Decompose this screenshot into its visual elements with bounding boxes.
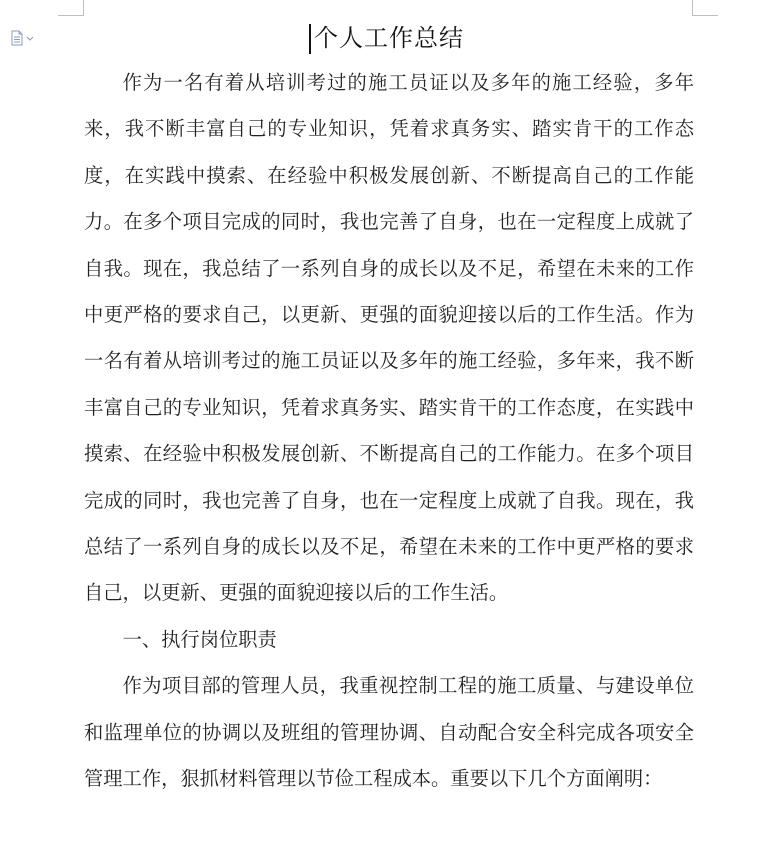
- document-title[interactable]: 个人工作总结: [314, 24, 464, 52]
- crop-mark-top-left-horizontal: [58, 15, 84, 16]
- crop-mark-top-right-vertical: [692, 0, 693, 16]
- crop-mark-top-left-vertical: [83, 0, 84, 16]
- body-paragraph[interactable]: 作为项目部的管理人员，我重视控制工程的施工质量、与建设单位和监理单位的协调以及班组的管理协调、自动配合安全科完成各项安全管理工作，狠抓材料管理以节俭工程成本。重要以下几个方面阐明：: [84, 674, 694, 791]
- body-paragraph[interactable]: 作为一名有着从培训考过的施工员证以及多年的施工经验，多年来，我不断丰富自己的专业知识，凭着求真务实、踏实肯干的工作态度，在实践中摸索、在经验中积极发展创新、不断提高自己的工作能力。在多个项目完成的同时，我也完善了自身，也在一定程度上成就了自我。现在，我总结了一系列自身的成长以及不足，希望在未来的工作中更严格的要求自己，以更新、更强的面貌迎接以后的工作生活。作为一名有着从培训考过的施工员证以及多年的施工经验，多年来，我不断丰富自己的专业知识，凭着求真务实、踏实肯干的工作态度，在实践中摸索、在经验中积极发展创新、不断提高自己的工作能力。在多个项目完成的同时，我也完善了自身，也在一定程度上成就了自我。现在，我总结了一系列自身的成长以及不足，希望在未来的工作中更严格的要求自己，以更新、更强的面貌迎接以后的工作生活。: [84, 71, 694, 605]
- crop-mark-top-right-horizontal: [692, 15, 718, 16]
- document-body[interactable]: [84, 60, 694, 803]
- section-heading[interactable]: 一、执行岗位职责: [122, 627, 277, 651]
